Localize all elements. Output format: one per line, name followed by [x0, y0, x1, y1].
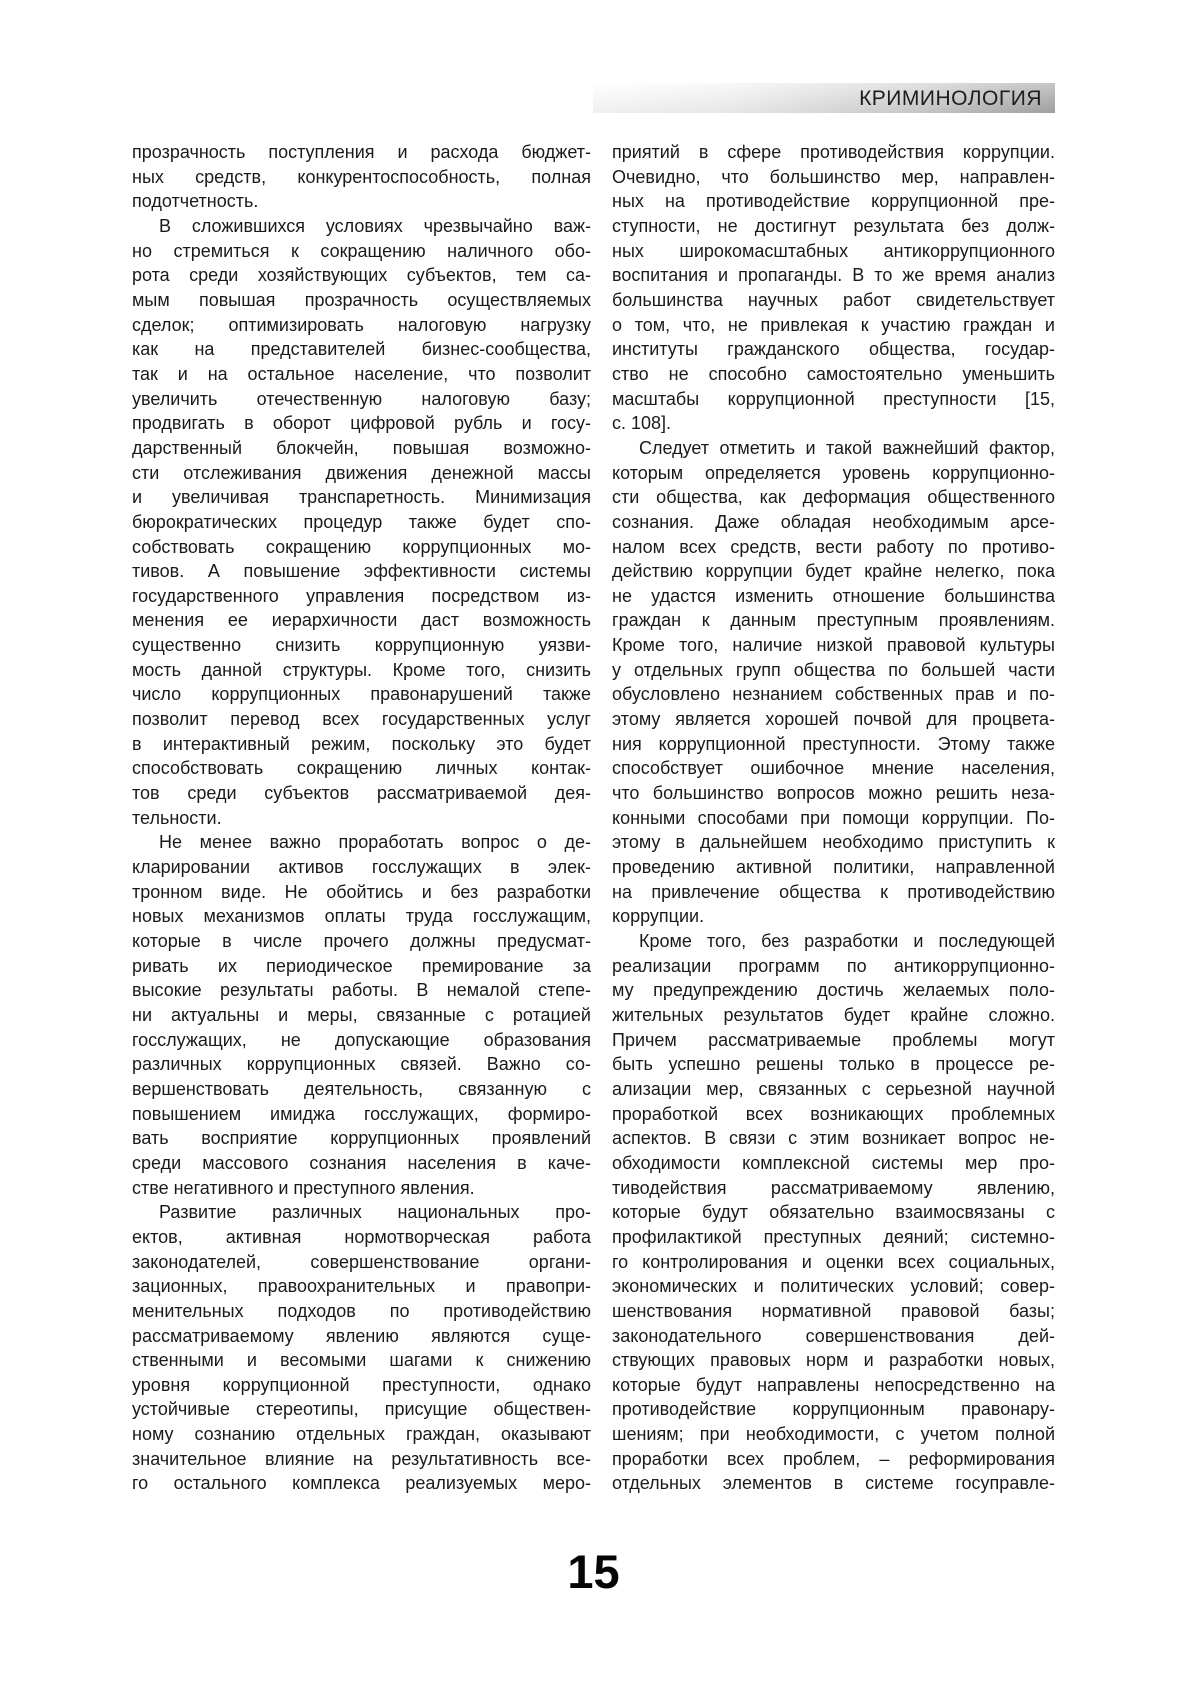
text-line: уровня коррупционной преступности, однако — [132, 1374, 591, 1395]
text-line: го контролирования и оценки всех социальных, — [612, 1251, 1055, 1272]
text-line: способствовать сокращению личных контак- — [132, 758, 591, 779]
text-line: приятий в сфере противодействия коррупции. — [612, 142, 1055, 162]
text-line: вершенствовать деятельность, связанную с — [132, 1078, 591, 1099]
text-line: что большинство вопросов можно решить неза- — [612, 783, 1055, 804]
text-line: реализации программ по антикоррупционно- — [612, 955, 1055, 976]
text-line: проработки всех проблем, – реформирования — [612, 1448, 1055, 1469]
text-line: проработкой всех возникающих проблемных — [612, 1103, 1055, 1124]
text-line: прозрачность поступления и расхода бюджет- — [132, 142, 591, 162]
text-line: менительных подходов по противодействию — [132, 1300, 591, 1321]
text-line: собствовать сокращению коррупционных мо- — [132, 536, 591, 557]
text-line: вать восприятие коррупционных проявлений — [132, 1128, 591, 1149]
text-line: обходимости комплексной системы мер про- — [612, 1152, 1055, 1173]
text-line: которые будут направлены непосредственно на — [612, 1374, 1055, 1395]
text-line: экономических и политических условий; совер- — [612, 1276, 1055, 1297]
text-line: на привлечение общества к противодействию — [612, 881, 1055, 902]
text-line: законодательного совершенствования дей- — [612, 1325, 1055, 1346]
text-line: Следует отметить и такой важнейший фактор, — [639, 437, 1055, 458]
text-line: ных на противодействие коррупционной пре- — [612, 191, 1055, 212]
text-line: подотчетность. — [132, 191, 259, 212]
text-line: профилактикой преступных деяний; системно- — [612, 1226, 1055, 1247]
text-line: повышением имиджа госслужащих, формиро- — [132, 1103, 591, 1124]
text-line: этому в дальнейшем необходимо приступить к — [612, 832, 1055, 853]
text-line: не удастся изменить отношение большинства — [612, 585, 1055, 606]
text-line: тиводействия рассматриваемому явлению, — [612, 1177, 1055, 1198]
text-line: конными способами при помощи коррупции. По- — [612, 807, 1055, 828]
text-line: у отдельных групп общества по большей части — [612, 659, 1055, 680]
text-line: тивов. А повышение эффективности системы — [132, 561, 591, 582]
text-line: сознания. Даже обладая необходимым арсе- — [612, 511, 1055, 532]
text-line: ных средств, конкурентоспособность, полная — [132, 166, 591, 187]
text-line: сти отслеживания движения денежной массы — [132, 462, 591, 483]
text-line: налом всех средств, вести работу по противо- — [612, 536, 1055, 557]
text-line: аспектов. В связи с этим возникает вопрос не- — [612, 1128, 1055, 1149]
text-line: продвигать в оборот цифровой рубль и госу- — [132, 413, 591, 434]
text-line: ствующих правовых норм и разработки новых, — [612, 1350, 1055, 1371]
text-line: в интерактивный режим, поскольку это будет — [132, 733, 591, 754]
text-line: среди массового сознания населения в каче- — [132, 1152, 591, 1173]
text-line: мым повышая прозрачность осуществляемых — [132, 289, 591, 310]
text-line: зационных, правоохранительных и правопри- — [132, 1276, 591, 1297]
text-line: с. 108]. — [612, 413, 672, 434]
section-title: КРИМИНОЛОГИЯ — [859, 86, 1042, 110]
text-line: институты гражданского общества, государ- — [612, 339, 1055, 360]
text-line: го остального комплекса реализуемых меро- — [132, 1473, 591, 1494]
text-line: которые в числе прочего должны предусмат- — [132, 931, 591, 951]
text-line: высокие результаты работы. В немалой степе- — [132, 980, 591, 1001]
text-line: Очевидно, что большинство мер, направлен- — [612, 166, 1055, 187]
text-line: рота среди хозяйствующих субъектов, тем са- — [132, 265, 591, 286]
text-line: рассматриваемому явлению являются суще- — [132, 1325, 591, 1346]
text-line: позволит перевод всех государственных услуг — [132, 709, 591, 730]
article-body — [132, 140, 1055, 1496]
text-line: большинства научных работ свидетельствует — [612, 289, 1055, 310]
text-line: противодействие коррупционным правонару- — [612, 1399, 1055, 1420]
page-number: 15 — [567, 1545, 620, 1598]
left-text-column — [132, 140, 591, 1496]
text-line: ных широкомасштабных антикоррупционного — [612, 240, 1055, 261]
text-line: новых механизмов оплаты труда госслужащим, — [132, 906, 591, 927]
text-line: которым определяется уровень коррупционно- — [612, 462, 1055, 483]
text-line: и увеличивая транспаретность. Минимизация — [132, 487, 591, 508]
text-line: так и на остальное население, что позволит — [132, 363, 591, 384]
text-line: увеличить отечественную налоговую базу; — [132, 388, 591, 409]
text-line: ному сознанию отдельных граждан, оказывают — [132, 1424, 591, 1445]
text-line: масштабы коррупционной преступности [15, — [612, 388, 1055, 409]
text-line: но стремиться к сокращению наличного обо- — [132, 240, 591, 261]
text-line: различных коррупционных связей. Важно со- — [132, 1054, 591, 1075]
text-line: устойчивые стереотипы, присущие обществен- — [132, 1399, 591, 1420]
text-line: му предупреждению достичь желаемых поло- — [612, 980, 1055, 1001]
text-line: государственного управления посредством из- — [132, 585, 591, 606]
text-line: значительное влияние на результативность все- — [132, 1448, 591, 1469]
section-header-bar — [593, 83, 1055, 113]
text-line: дарственный блокчейн, повышая возможно- — [132, 437, 591, 458]
text-line: число коррупционных правонарушений также — [132, 684, 591, 705]
text-line: мость данной структуры. Кроме того, снизить — [132, 659, 591, 680]
text-line: тельности. — [132, 807, 222, 828]
text-line: ни актуальны и меры, связанные с ротацией — [132, 1004, 591, 1025]
text-line: ализации мер, связанных с серьезной научной — [612, 1078, 1055, 1099]
right-text-column — [612, 140, 1055, 1496]
text-line: сделок; оптимизировать налоговую нагрузку — [132, 314, 591, 335]
text-line: воспитания и пропаганды. В то же время анализ — [612, 265, 1055, 286]
text-line: шенствования нормативной правовой базы; — [612, 1300, 1055, 1321]
text-line: коррупции. — [612, 906, 705, 927]
text-line: Развитие различных национальных про- — [159, 1202, 591, 1223]
text-line: отдельных элементов в системе госуправле- — [612, 1473, 1055, 1494]
text-line: законодателей, совершенствование органи- — [132, 1251, 591, 1272]
text-line: ственными и весомыми шагами к снижению — [132, 1350, 591, 1371]
text-line: жительных результатов будет крайне сложно. — [612, 1004, 1055, 1025]
text-line: тронном виде. Не обойтись и без разработки — [132, 881, 591, 902]
text-line: ступности, не достигнут результата без долж- — [612, 215, 1055, 236]
text-line: Кроме того, наличие низкой правовой культуры — [612, 635, 1055, 656]
text-line: ния коррупционной преступности. Этому также — [612, 733, 1055, 754]
text-line: Причем рассматриваемые проблемы могут — [612, 1029, 1055, 1050]
text-line: ектов, активная нормотворческая работа — [132, 1226, 591, 1247]
text-line: способствует ошибочное мнение населения, — [612, 758, 1055, 779]
text-line: госслужащих, не допускающие образования — [132, 1029, 591, 1050]
text-line: о том, что, не привлекая к участию граждан и — [612, 314, 1055, 335]
text-line: кларировании активов госслужащих в элек- — [132, 857, 591, 878]
text-line: сти общества, как деформация общественного — [612, 487, 1055, 508]
text-line: менения ее иерархичности даст возможность — [132, 610, 591, 631]
text-line: этому является хорошей почвой для процвета- — [612, 709, 1055, 730]
text-line: ство не способно самостоятельно уменьшить — [612, 363, 1055, 384]
text-line: В сложившихся условиях чрезвычайно важ- — [159, 215, 591, 236]
text-line: обусловлено незнанием собственных прав и по- — [612, 684, 1055, 705]
text-line: как на представителей бизнес-сообщества, — [132, 339, 591, 360]
text-line: граждан к данным преступным проявлениям. — [612, 610, 1055, 631]
text-line: бюрократических процедур также будет спо- — [132, 511, 591, 532]
text-line: быть успешно решены только в процессе ре- — [612, 1054, 1055, 1075]
text-line: проведению активной политики, направленной — [612, 857, 1055, 878]
text-line: Не менее важно проработать вопрос о де- — [159, 832, 591, 853]
text-line: стве негативного и преступного явления. — [132, 1177, 475, 1198]
text-line: тов среди субъектов рассматриваемой дея- — [132, 783, 591, 804]
text-line: существенно снизить коррупционную уязви- — [132, 635, 591, 656]
text-line: которые будут обязательно взаимосвязаны с — [612, 1202, 1055, 1223]
text-line: ривать их периодическое премирование за — [132, 955, 591, 976]
text-line: шениям; при необходимости, с учетом полной — [612, 1424, 1055, 1445]
text-line: действию коррупции будет крайне нелегко, пока — [612, 561, 1055, 582]
text-line: Кроме того, без разработки и последующей — [639, 931, 1055, 951]
